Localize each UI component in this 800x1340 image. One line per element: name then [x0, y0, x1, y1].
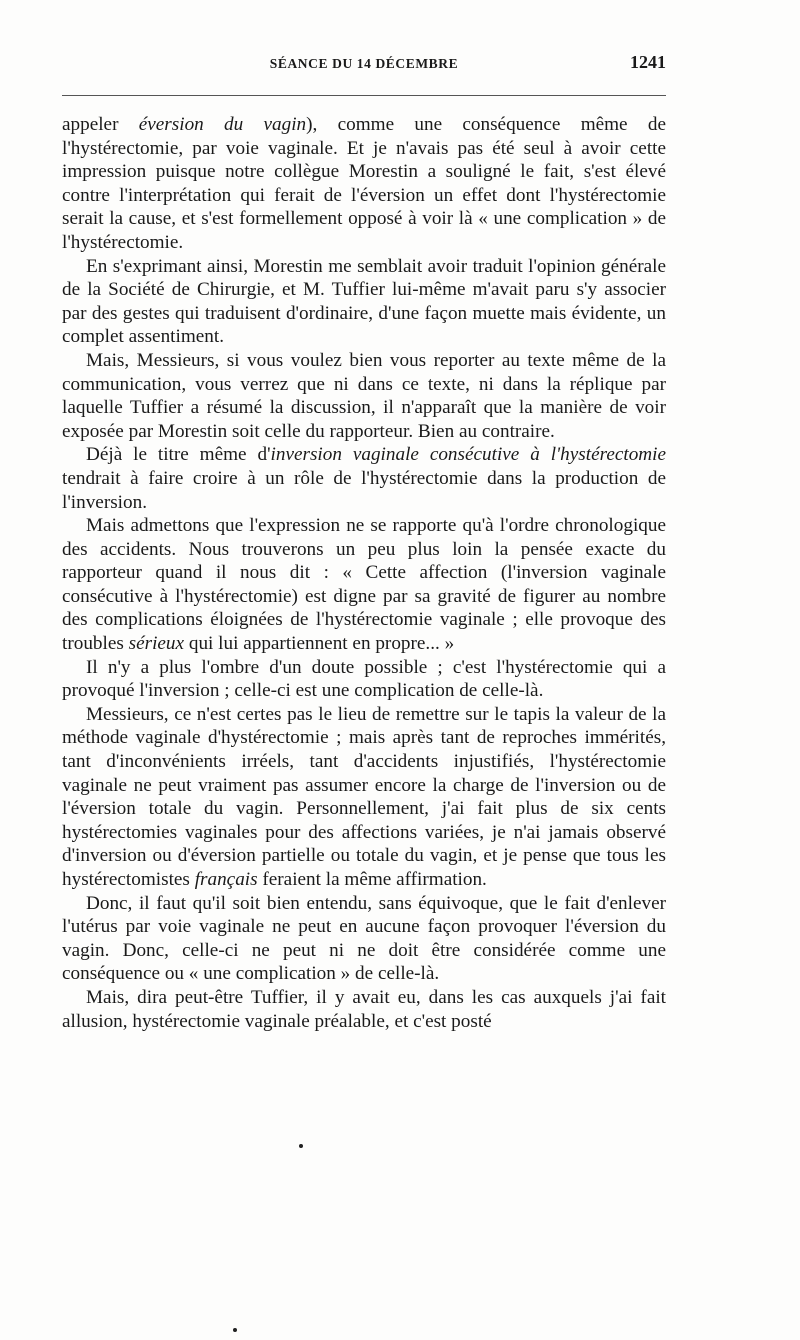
page-header [62, 52, 666, 82]
text-run: ), comme une conséquence même de l'hystérectomie, par voie vaginale. Et je n'avais pas été seul à avoir cette impression puisque notre collègue Morestin a souligné le fait, s'est élevé contre l'interprétation qui ferait de l'éversion un effet dont l'hystérectomie serait la cause, et s'est formellement opposé à voir là « une complication » de l'hystérectomie. [62, 114, 666, 253]
text-run: Mais admettons que l'expression ne se rapporte qu'à l'ordre chronologique des accidents. Nous trouverons un peu plus loin la pensée exacte du rapporteur quand il nous dit : « Cette affection (l'inversion vaginale consécutive à l'hystérectomie) est digne par sa gravité de figurer au nombre des complications éloignées de l'hystérectomie vaginale ; elle provoque des troubles [62, 515, 666, 655]
paragraph [62, 514, 666, 656]
running-title: SÉANCE DU 14 DÉCEMBRE [269, 56, 459, 71]
text-run: Il n'y a plus l'ombre d'un doute possible ; c'est l'hystérectomie qui a provoqué l'inversion ; celle-ci est une complication de celle-là. [62, 656, 666, 702]
paragraph [62, 113, 666, 255]
paragraph [62, 443, 666, 514]
text-run: appeler [62, 114, 139, 135]
text-run: qui lui appartiennent en propre... » [184, 633, 455, 655]
print-speck [233, 1328, 237, 1332]
text-run: tendrait à faire croire à un rôle de l'hystérectomie dans la production de l'inversion. [62, 467, 666, 513]
text-run: Messieurs, ce n'est certes pas le lieu de remettre sur le tapis la valeur de la méthode vaginale d'hystérectomie ; mais après tant de reproches immérités, tant d'inconvénients irréels, tant d'accidents injustifiés, l'hystérectomie vaginale ne peut vraiment pas assumer encore la charge de l'inversion ou de l'éversion totale du vagin. Personnellement, j'ai fait plus de six cents hystérectomies vaginales pour des affections variées, je n'ai jamais observé d'inversion ou d'éversion partielle ou totale du vagin, et je pense que tous les hystérectomistes [62, 703, 666, 890]
text-run: Mais, Messieurs, si vous voulez bien vous reporter au texte même de la communication, vous verrez que ni dans ce texte, ni dans la réplique par laquelle Tuffier a résumé la discussion, il n'apparaît que la manière de voir exposée par Morestin soit celle du rapporteur. Bien au contraire. [62, 349, 666, 442]
text-run: feraient la même affirmation. [257, 869, 487, 890]
paragraph [62, 986, 666, 1033]
page-number: 1241 [630, 52, 666, 72]
italic-text: sérieux [128, 633, 185, 655]
body-text [62, 113, 666, 1033]
paragraph [62, 892, 666, 986]
paragraph [62, 255, 666, 349]
italic-text: éversion du vagin [138, 114, 307, 135]
text-run: Donc, il faut qu'il soit bien entendu, sans équivoque, que le fait d'enlever l'utérus par voie vaginale ne peut en aucune façon provoquer l'éversion du vagin. Donc, celle-ci ne peut ni ne doit être considérée comme une conséquence ou « une complication » de celle-là. [62, 892, 666, 985]
text-run: Mais, dira peut-être Tuffier, il y avait eu, dans les cas auxquels j'ai fait allusion, hystérectomie vaginale préalable, et c'est posté [62, 986, 666, 1032]
paragraph [62, 349, 666, 443]
paragraph [62, 703, 666, 892]
italic-text: inversion vaginale consécutive à l'hystérectomie [270, 444, 666, 466]
text-run: Déjà le titre même d' [86, 444, 271, 466]
text-run: En s'exprimant ainsi, Morestin me semblait avoir traduit l'opinion générale de la Société de Chirurgie, et M. Tuffier lui-même m'avait paru s'y associer par des gestes qui traduisent d'ordinaire, d'une façon muette mais évidente, un complet assentiment. [62, 255, 666, 348]
print-speck [299, 1144, 303, 1148]
paragraph [62, 656, 666, 703]
header-rule [62, 95, 666, 96]
italic-text: français [194, 869, 258, 890]
